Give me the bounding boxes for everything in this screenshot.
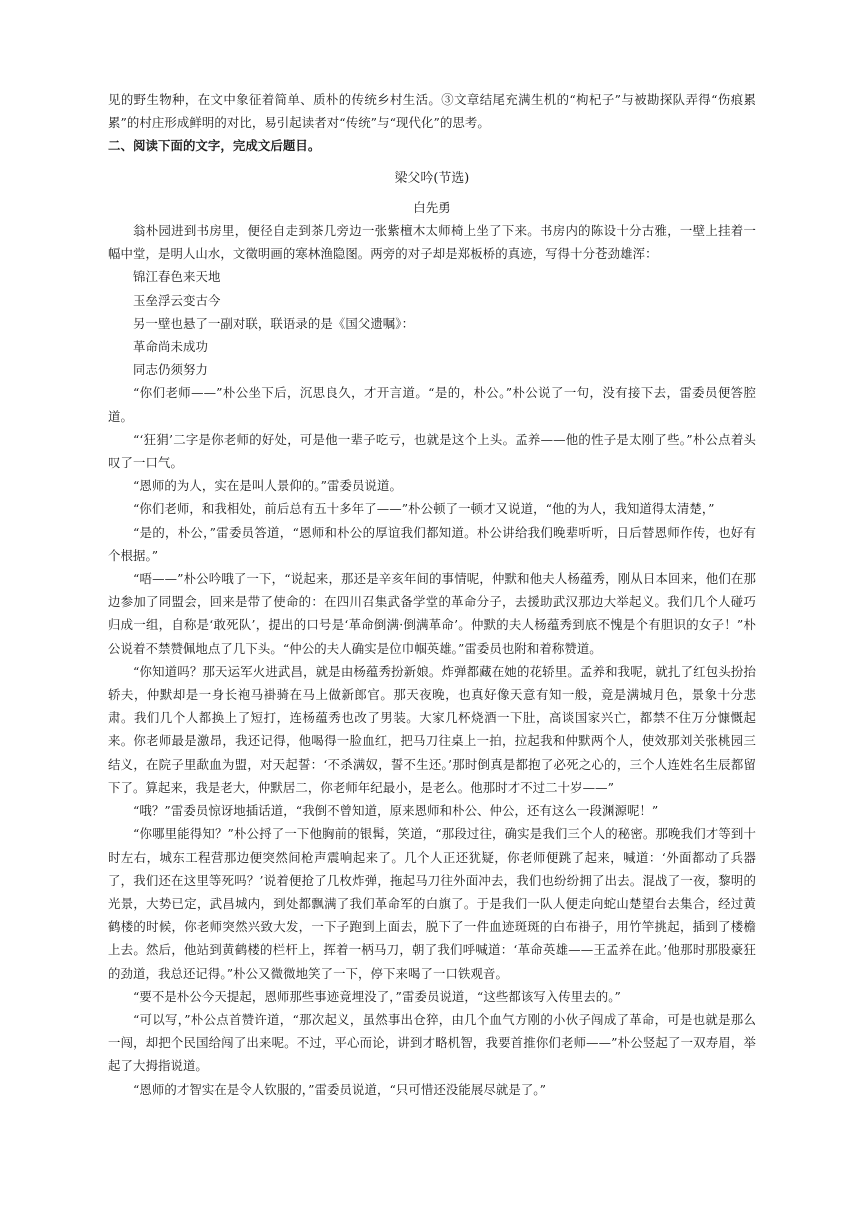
paragraph-13: “可以写，”朴公点首赞许道，“那次起义，虽然事出仓猝，由几个血气方刚的小伙子闯成了革命，可是也就是那么一闯，却把个民国给闯了出来呢。不过，平心而论，讲到才略机智，我要首推你们老师——”朴公竖起了一双寿眉，举起了大拇指说道。 bbox=[108, 1011, 756, 1074]
paragraph-6: “你们老师，和我相处，前后总有五十多年了——”朴公顿了一顿才又说道，“他的为人，我知道得太清楚，” bbox=[133, 501, 715, 517]
article-author: 白先勇 bbox=[413, 199, 451, 215]
paragraph-5: “恩师的为人，实在是叫人景仰的。”雷委员说道。 bbox=[133, 478, 402, 494]
paragraph-2: 另一壁也悬了一副对联，联语录的是《国父遗嘱》： bbox=[133, 315, 415, 331]
paragraph-14: “恩师的才智实在是令人钦服的，”雷委员说道，“只可惜还没能展尽就是了。” bbox=[133, 1081, 547, 1097]
paragraph-11: “你哪里能得知？”朴公捋了一下他胸前的银髯，笑道，“那段过往，确实是我们三个人的秘密。那晚我们才等到十时左右，城东工程营那边便突然间枪声震响起来了。几个人正还犹疑，你老师便跳了起来，喊道：‘外面都动了兵器了，我们还在这里等死吗？’说着便抢了几枚炸弹，拖起马刀往外面冲去，我们也纷纷拥了出去。混战了一夜，黎明的光景，大势已定，武昌城内，到处都飘满了我们革命军的白旗了。于是我们一队人便走向蛇山楚望台去集合，经过黄鹤楼的时候，你老师突然兴致大发，一下子跑到上面去，脱下了一件血迹斑斑的白布褂子，用竹竿挑起，插到了楼檐上去。然后，他站到黄鹤楼的栏杆上，挥着一柄马刀，朝了我们呼喊道：‘革命英雄——王孟养在此。’他那时那股豪狂的劲道，我总还记得。”朴公又微微地笑了一下，停下来喝了一口铁观音。 bbox=[108, 826, 756, 981]
paragraph-9: “你知道吗？那天运军火进武昌，就是由杨蕴秀扮新娘。炸弹都藏在她的花轿里。孟养和我呢，就扎了红包头扮抬轿夫，仲默却是一身长袍马褂骑在马上做新郎官。那天夜晚，也真好像天意有知一般，竟是满城月色，景象十分悲肃。我们几个人都换上了短打，连杨蕴秀也改了男装。大家几杯烧酒一下肚，高谈国家兴亡，都禁不住万分慷慨起来。你老师最是激昂，我还记得，他喝得一脸血红，把马刀往桌上一拍，拉起我和仲默两个人，使效那刘关张桃园三结义，在院子里歃血为盟，对天起誓：‘不杀满奴，誓不生还。’那时倒真是都抱了必死之心的，三个人连姓名生辰都留下了。算起来，我是老大，仲默居二，你老师年纪最小，是老么。他那时才不过二十岁——” bbox=[108, 663, 756, 795]
paragraph-4: “‘狂狷’二字是你老师的好处，可是他一辈子吃亏，也就是这个上头。孟养——他的性子是太刚了些。”朴公点着头叹了一口气。 bbox=[108, 431, 756, 471]
couplet-line-1: 锦江春色来天地 bbox=[133, 269, 221, 285]
paragraph-10: “哦？”雷委员惊讶地插话道，“我倒不曾知道，原来恩师和朴公、仲公，还有这么一段渊源呢！” bbox=[133, 803, 659, 819]
intro-paragraph: 见的野生物种，在文中象征着简单、质朴的传统乡村生活。③文章结尾充满生机的“枸杞子”与被勘探队弄得“伤痕累累”的村庄形成鲜明的对比，易引起读者对“传统”与“现代化”的思考。 bbox=[108, 92, 756, 131]
couplet-line-3: 革命尚未成功 bbox=[133, 339, 208, 355]
article-title: 梁父吟(节选) bbox=[394, 170, 470, 186]
paragraph-8: “唔——”朴公吟哦了一下，“说起来，那还是辛亥年间的事情呢，仲默和他夫人杨蕴秀，刚从日本回来，他们在那边参加了同盟会，回来是带了使命的：在四川召集武备学堂的革命分子，去援助武汉那边大举起义。我们几个人碰巧归成一组，自称是‘敢死队’，提出的口号是‘革命倒满·倒满革命’。仲默的夫人杨蕴秀到底不愧是个有胆识的女子！”朴公说着不禁赞佩地点了几下头。“仲公的夫人确实是位巾帼英雄。”雷委员也附和着称赞道。 bbox=[108, 571, 756, 656]
paragraph-7: “是的，朴公，”雷委员答道，“恩师和朴公的厚谊我们都知道。朴公讲给我们晚辈听听，日后替恩师作传，也好有个根据。” bbox=[108, 524, 756, 563]
paragraph-1: 翁朴园进到书房里，便径自走到茶几旁边一张紫檀木太师椅上坐了下来。书房内的陈设十分古雅，一壁上挂着一幅中堂，是明人山水，文徵明画的寒林渔隐图。两旁的对子却是郑板桥的真迹，写得十分苍劲雄浑： bbox=[108, 223, 756, 262]
couplet-line-4: 同志仍须努力 bbox=[133, 362, 208, 378]
section-heading: 二、阅读下面的文字，完成文后题目。 bbox=[108, 138, 321, 154]
paragraph-3: “你们老师——”朴公坐下后，沉思良久，才开言道。“是的，朴公。”朴公说了一句，没有接下去，雷委员便答腔道。 bbox=[108, 385, 756, 424]
paragraph-12: “要不是朴公今天提起，恩师那些事迹竟埋没了，”雷委员说道，“这些都该写入传里去的。” bbox=[133, 988, 621, 1004]
couplet-line-2: 玉垒浮云变古今 bbox=[133, 292, 221, 308]
document-body bbox=[108, 88, 756, 1101]
